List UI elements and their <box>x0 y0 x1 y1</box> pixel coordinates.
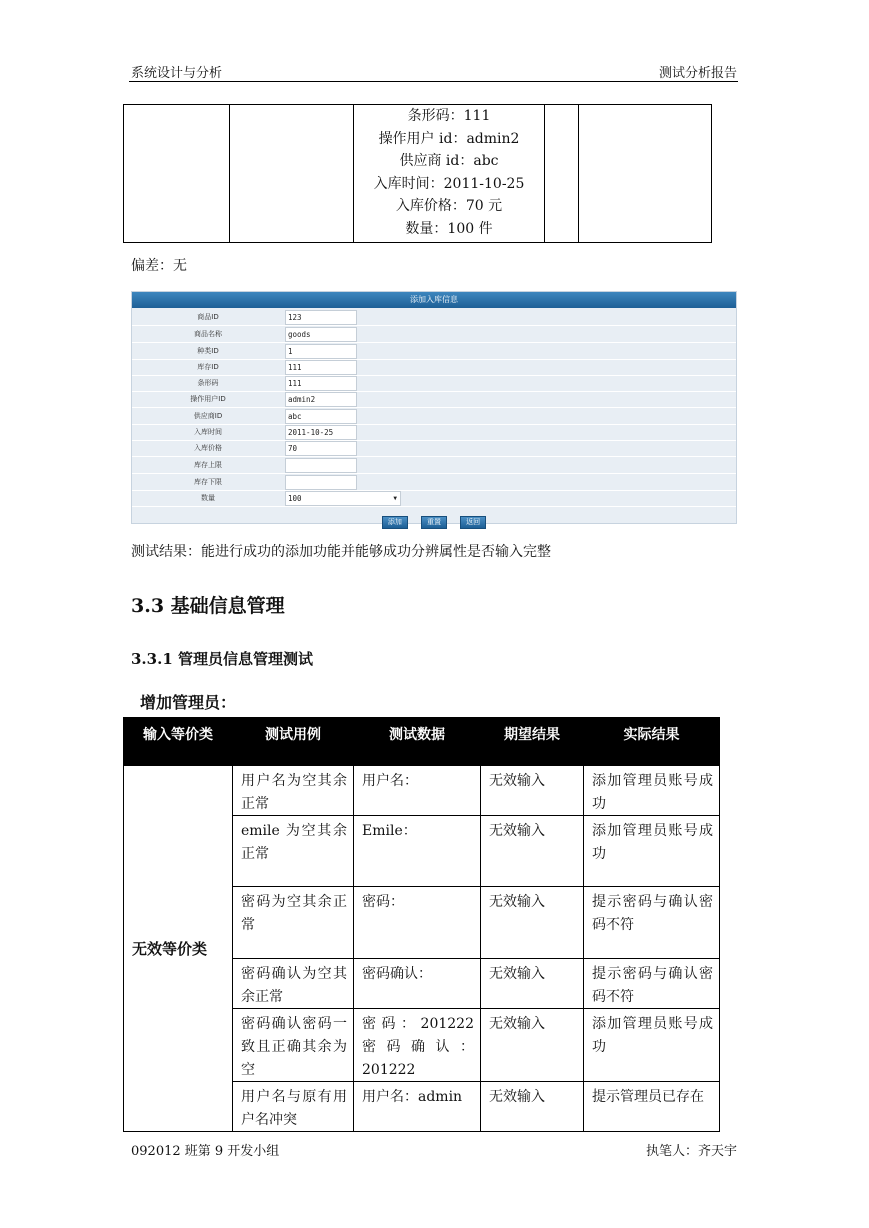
test-data-cell: 用户名： <box>354 766 481 816</box>
subsection-heading: 3.3.1 管理员信息管理测试 <box>131 650 313 668</box>
test-data-cell: 密码：201222 密码确认：201222 <box>354 1009 481 1082</box>
table-cell <box>230 105 354 243</box>
field-label: 商品ID <box>197 313 219 321</box>
page-footer-right: 执笔人：齐天宇 <box>645 1144 737 1159</box>
table-cell <box>124 105 230 243</box>
detail-line: 数量：100 件 <box>405 220 493 237</box>
field-input: 111 <box>285 376 357 391</box>
detail-line: 条形码：111 <box>407 108 491 124</box>
field-input <box>285 458 357 473</box>
test-data-cell: 密码： <box>354 887 481 959</box>
field-label: 条形码 <box>197 379 219 387</box>
column-header: 实际结果 <box>584 718 720 766</box>
actual-result-cell: 提示密码与确认密码不符 <box>584 887 720 959</box>
table-header-row <box>124 718 720 766</box>
expected-result-cell: 无效输入 <box>481 816 584 887</box>
field-input: 1 <box>285 344 357 359</box>
field-label: 入库时间 <box>194 428 222 436</box>
column-header: 输入等价类 <box>124 718 233 766</box>
form-screenshot <box>131 291 737 524</box>
field-input: admin2 <box>285 392 357 407</box>
test-data-cell: 用户名：admin <box>354 1082 481 1132</box>
form-row <box>132 457 736 474</box>
add-button: 添加 <box>382 516 408 529</box>
test-case-cell: 密码确认为空其余正常 <box>233 959 354 1009</box>
detail-line: 供应商 id：abc <box>399 153 499 170</box>
field-label: 入库价格 <box>194 444 222 452</box>
field-label: 商品名称 <box>194 330 222 338</box>
header-divider <box>129 81 738 82</box>
field-input: 70 <box>285 441 357 456</box>
test-data-cell <box>354 105 545 243</box>
field-label: 库存ID <box>197 363 219 371</box>
field-label: 库存下限 <box>194 478 222 486</box>
test-case-table <box>123 717 720 1132</box>
back-button: 返回 <box>460 516 486 529</box>
actual-result-cell: 提示密码与确认密码不符 <box>584 959 720 1009</box>
equivalence-class-cell: 无效等价类 <box>124 766 233 1132</box>
detail-line: 操作用户 id：admin2 <box>378 130 520 147</box>
field-input: 123 <box>285 310 357 325</box>
quantity-select <box>285 491 401 506</box>
page-header-left: 系统设计与分析 <box>131 66 223 81</box>
table-row <box>124 766 720 816</box>
form-row <box>132 359 736 376</box>
deviation-text: 偏差：无 <box>131 258 187 274</box>
chevron-down-icon: ▼ <box>393 495 397 502</box>
field-label: 数量 <box>201 494 215 502</box>
actual-result-cell: 添加管理员账号成功 <box>584 816 720 887</box>
expected-result-cell: 无效输入 <box>481 1009 584 1082</box>
table-cell <box>545 105 579 243</box>
column-header: 期望结果 <box>481 718 584 766</box>
field-input: abc <box>285 409 357 424</box>
test-result-text: 测试结果：能进行成功的添加功能并能够成功分辨属性是否输入完整 <box>131 544 551 560</box>
actual-result-cell: 提示管理员已存在 <box>584 1082 720 1132</box>
form-row <box>132 343 736 360</box>
field-input <box>285 475 357 490</box>
select-value: 100 <box>288 494 302 503</box>
actual-result-cell: 添加管理员账号成功 <box>584 1009 720 1082</box>
field-label: 库存上限 <box>194 461 222 469</box>
form-title: 添加入库信息 <box>132 292 736 308</box>
form-row <box>132 375 736 392</box>
table-cell <box>579 105 712 243</box>
field-input: 111 <box>285 360 357 375</box>
field-label: 供应商ID <box>193 412 223 420</box>
test-data-cell: 密码确认： <box>354 959 481 1009</box>
form-buttons <box>132 509 736 526</box>
continuation-table <box>123 104 712 243</box>
form-row <box>132 440 736 457</box>
form-row <box>132 309 736 326</box>
form-row <box>132 474 736 491</box>
detail-line: 入库时间：2011-10-25 <box>373 175 525 192</box>
page-header-right: 测试分析报告 <box>658 66 737 81</box>
sub-title: 增加管理员： <box>140 693 237 712</box>
field-input: 2011-10-25 <box>285 425 357 440</box>
test-case-cell: 用户名与原有用户名冲突 <box>233 1082 354 1132</box>
form-row <box>132 408 736 425</box>
page-footer-left: 092012 班第 9 开发小组 <box>131 1144 280 1159</box>
form-row <box>132 490 736 507</box>
test-case-cell: 密码为空其余正常 <box>233 887 354 959</box>
detail-line: 入库价格：70 元 <box>395 198 503 215</box>
expected-result-cell: 无效输入 <box>481 1082 584 1132</box>
reset-button: 重置 <box>421 516 447 529</box>
test-data-cell: Emile： <box>354 816 481 887</box>
column-header: 测试用例 <box>233 718 354 766</box>
expected-result-cell: 无效输入 <box>481 887 584 959</box>
form-row <box>132 326 736 343</box>
test-case-cell: emile 为空其余正常 <box>233 816 354 887</box>
field-label: 操作用户ID <box>190 395 226 403</box>
field-input: goods <box>285 327 357 342</box>
form-row <box>132 424 736 441</box>
expected-result-cell: 无效输入 <box>481 959 584 1009</box>
test-case-cell: 用户名为空其余正常 <box>233 766 354 816</box>
test-case-cell: 密码确认密码一致且正确其余为空 <box>233 1009 354 1082</box>
expected-result-cell: 无效输入 <box>481 766 584 816</box>
form-row <box>132 391 736 408</box>
field-label: 种类ID <box>197 347 219 355</box>
section-heading: 3.3 基础信息管理 <box>131 595 285 617</box>
actual-result-cell: 添加管理员账号成功 <box>584 766 720 816</box>
column-header: 测试数据 <box>354 718 481 766</box>
